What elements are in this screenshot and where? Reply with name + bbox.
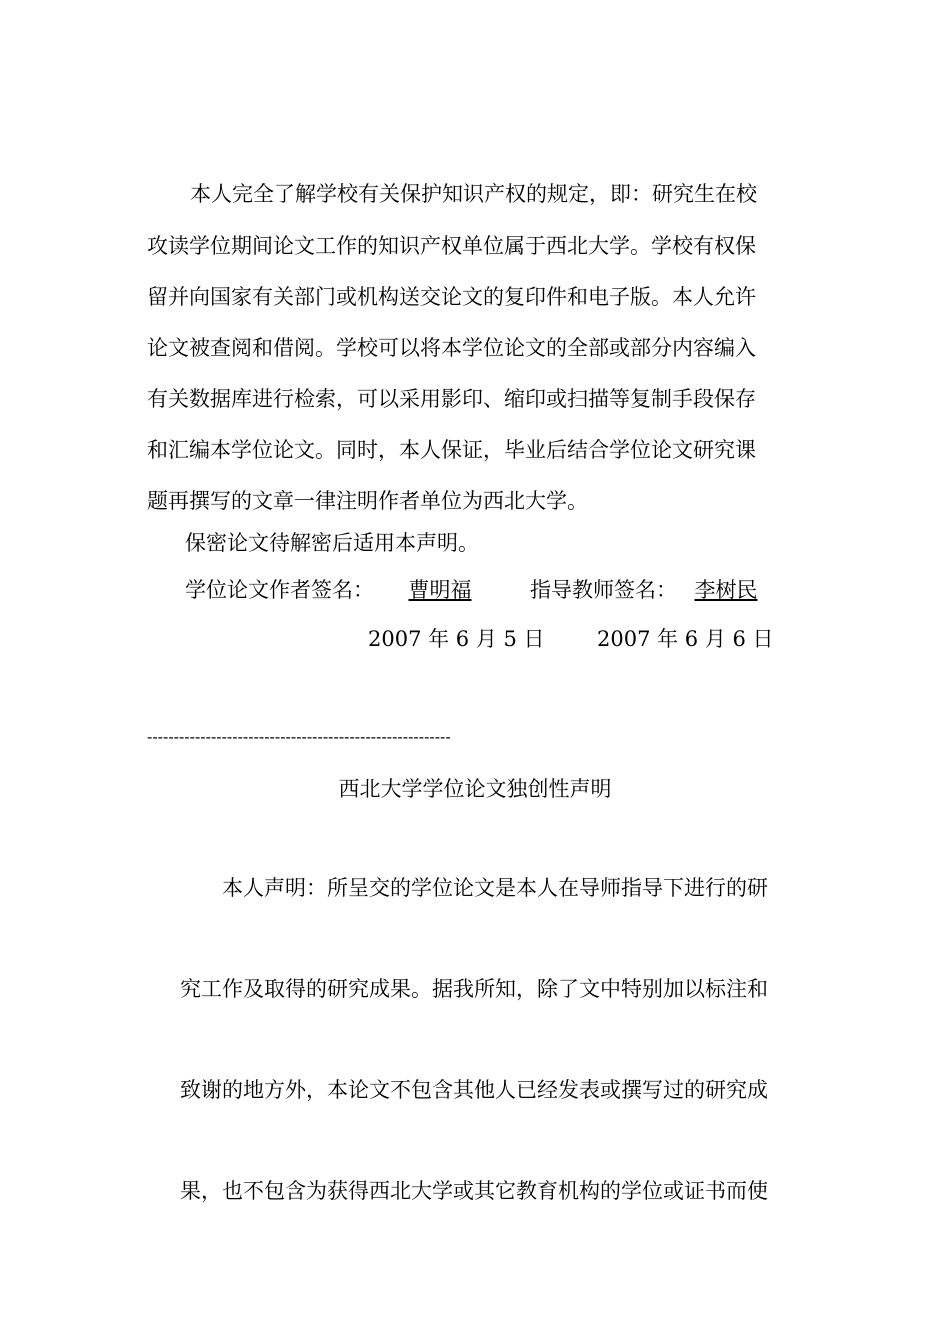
confidential-note: 保密论文待解密后适用本声明。 <box>185 531 479 555</box>
paragraph-line: 论文被查阅和借阅。学校可以将本学位论文的全部或部分内容编入 <box>147 336 756 360</box>
paragraph-line: 留并向国家有关部门或机构送交论文的复印件和电子版。本人允许 <box>147 285 756 309</box>
section-title: 西北大学学位论文独创性声明 <box>338 777 612 801</box>
paragraph-line: 本人声明：所呈交的学位论文是本人在导师指导下进行的研 <box>222 876 768 900</box>
author-signature-label: 学位论文作者签名： <box>185 578 374 602</box>
paragraph-line: 攻读学位期间论文工作的知识产权单位属于西北大学。学校有权保 <box>147 234 756 258</box>
advisor-signature-name: 李树民 <box>694 578 758 602</box>
paragraph-line: 致谢的地方外，本论文不包含其他人已经发表或撰写过的研究成 <box>180 1078 768 1102</box>
paragraph-line: 有关数据库进行检索，可以采用影印、缩印或扫描等复制手段保存 <box>147 387 756 411</box>
advisor-signature-label: 指导教师签名： <box>530 578 677 602</box>
paragraph-line: 题再撰写的文章一律注明作者单位为西北大学。 <box>147 489 588 513</box>
author-signature-name: 曹明福 <box>408 578 472 602</box>
advisor-signature-date: 2007 年 6 月 6 日 <box>597 627 774 651</box>
paragraph-line: 本人完全了解学校有关保护知识产权的规定，即：研究生在校 <box>190 182 757 206</box>
author-signature-date: 2007 年 6 月 5 日 <box>368 627 545 651</box>
paragraph-line: 究工作及取得的研究成果。据我所知，除了文中特别加以标注和 <box>180 977 768 1001</box>
paragraph-line: 和汇编本学位论文。同时，本人保证，毕业后结合学位论文研究课 <box>147 438 756 462</box>
section-divider: --------------------------------------------------------- <box>147 729 451 746</box>
paragraph-line: 果，也不包含为获得西北大学或其它教育机构的学位或证书而使 <box>180 1179 768 1203</box>
